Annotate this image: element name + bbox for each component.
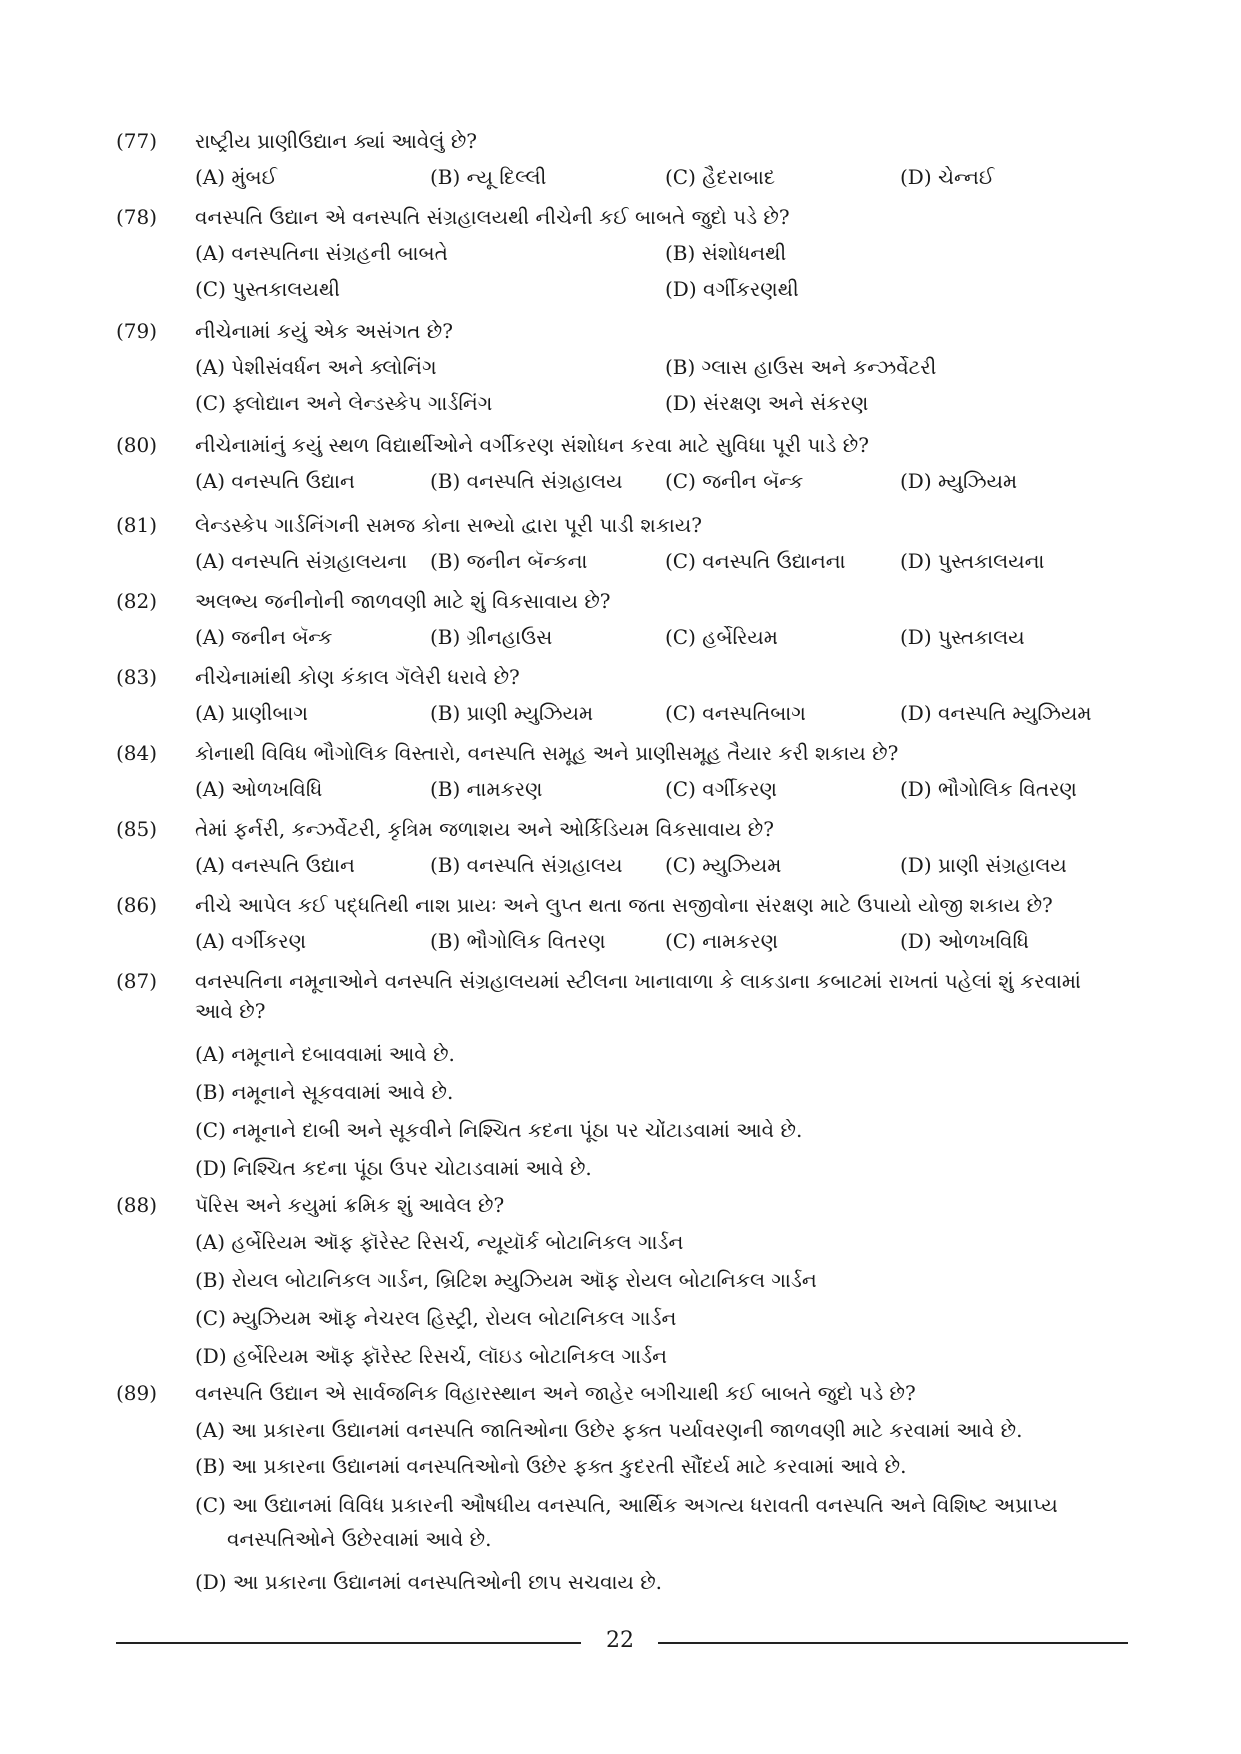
option-b: (B) રોયલ બોટાનિકલ ગાર્ડન, બ્રિટિશ મ્યુઝિયમ ઑફ રોયલ બોટાનિકલ ગાર્ડન: [195, 1268, 817, 1292]
option-a: (A) આ પ્રકારના ઉદ્યાનમાં વનસ્પતિ જાતિઓના ઉછેર ફક્ત પર્યાવરણની જાળવણી માટે કરવામાં આવે છે.: [195, 1418, 1023, 1442]
option-c: (C) હૈદરાબાદ: [665, 165, 776, 189]
question-text: નીચેનામાંનું કયું સ્થળ વિદ્યાર્થીઓને વર્ગીકરણ સંશોધન કરવા માટે સુવિધા પૂરી પાડે છે?: [195, 433, 869, 457]
option-b: (B) જનીન બૅન્કના: [430, 549, 588, 573]
option-d: (D) વર્ગીકરણથી: [665, 277, 799, 301]
question-text: પૅરિસ અને કયુમાં ક્રમિક શું આવેલ છે?: [195, 1193, 505, 1217]
option-d: (D) વનસ્પતિ મ્યુઝિયમ: [900, 701, 1092, 725]
question-text: વનસ્પતિના નમૂનાઓને વનસ્પતિ સંગ્રહાલયમાં સ્ટીલના ખાનાવાળા કે લાકડાના કબાટમાં રાખતાં પહેલાં શું કરવામાં આવે છે?: [195, 969, 1081, 1023]
option-d: (D) સંરક્ષણ અને સંકરણ: [665, 391, 869, 415]
option-c: (C) હર્બેરિયમ: [665, 625, 778, 649]
footer-rule-right: [658, 1642, 1128, 1644]
option-b: (B) આ પ્રકારના ઉદ્યાનમાં વનસ્પતિઓનો ઉછેર ફક્ત કુદરતી સૌંદર્ય માટે કરવામાં આવે છે.: [195, 1454, 907, 1478]
option-a: (A) વનસ્પતિ ઉદ્યાન: [195, 853, 355, 877]
option-d: (D) પ્રાણી સંગ્રહાલય: [900, 853, 1067, 877]
page-footer: [0, 1622, 1241, 1662]
question-number: (78): [116, 205, 158, 229]
option-b: (B) નામકરણ: [430, 777, 543, 801]
question-text: રાષ્ટ્રીય પ્રાણીઉદ્યાન ક્યાં આવેલું છે?: [195, 129, 478, 153]
option-d: (D) પુસ્તકાલય: [900, 625, 1025, 649]
question-number: (81): [116, 513, 158, 537]
option-b: (B) વનસ્પતિ સંગ્રહાલય: [430, 853, 623, 877]
option-b: (B) નમૂનાને સૂકવવામાં આવે છે.: [195, 1080, 454, 1104]
option-d: (D) નિશ્ચિત કદના પૂંઠા ઉપર ચોટાડવામાં આવે છે.: [195, 1156, 592, 1180]
option-a: (A) હર્બેરિયમ ઑફ ફૉરેસ્ટ રિસર્ચ, ન્યૂયૉર્ક બોટાનિકલ ગાર્ડન: [195, 1230, 684, 1254]
question-number: (82): [116, 589, 158, 613]
question-text: તેમાં ફર્નરી, કન્ઝર્વેટરી, કૃત્રિમ જળાશય અને ઓર્કિડિયમ વિકસાવાય છે?: [195, 817, 774, 841]
option-d: (D) ઓળખવિધિ: [900, 929, 1029, 953]
question-number: (79): [116, 319, 158, 343]
question-number: (86): [116, 893, 158, 917]
option-a: (A) ઓળખવિધિ: [195, 777, 323, 801]
question-number: (83): [116, 665, 158, 689]
question-text: કોનાથી વિવિધ ભૌગોલિક વિસ્તારો, વનસ્પતિ સમૂહ અને પ્રાણીસમૂહ તૈયાર કરી શકાય છે?: [195, 741, 899, 765]
question-number: (88): [116, 1193, 158, 1217]
option-a: (A) જનીન બૅન્ક: [195, 625, 333, 649]
option-a: (A) મુંબઈ: [195, 165, 278, 189]
option-b: (B) વનસ્પતિ સંગ્રહાલય: [430, 469, 623, 493]
option-c: (C) ફ્લોદ્યાન અને લેન્ડસ્કેપ ગાર્ડનિંગ: [195, 391, 493, 415]
question-text: નીચે આપેલ કઈ પદ્ધતિથી નાશ પ્રાયઃ અને લુપ્ત થતા જતા સજીવોના સંરક્ષણ માટે ઉપાયો યોજી શકાય છે?: [195, 893, 1053, 917]
option-b: (B) સંશોધનથી: [665, 241, 787, 265]
option-a: (A) પ્રાણીબાગ: [195, 701, 309, 725]
question-text: વનસ્પતિ ઉદ્યાન એ વનસ્પતિ સંગ્રહાલયથી નીચેની કઈ બાબતે જુદો પડે છે?: [195, 205, 790, 229]
option-c: (C) નામકરણ: [665, 929, 779, 953]
option-c: (C) વનસ્પતિબાગ: [665, 701, 806, 725]
question-number: (84): [116, 741, 158, 765]
option-b: (B) ગ્રીનહાઉસ: [430, 625, 553, 649]
option-a: (A) વનસ્પતિ ઉદ્યાન: [195, 469, 355, 493]
option-b: (B) ન્યૂ દિલ્લી: [430, 165, 547, 189]
question-text: વનસ્પતિ ઉદ્યાન એ સાર્વજનિક વિહારસ્થાન અને જાહેર બગીચાથી કઈ બાબતે જુદો પડે છે?: [195, 1381, 916, 1405]
option-d: (D) મ્યુઝિયમ: [900, 469, 1018, 493]
option-c: (C) વનસ્પતિ ઉદ્યાનના: [665, 549, 846, 573]
option-a: (A) વનસ્પતિના સંગ્રહની બાબતે: [195, 241, 448, 265]
option-d: (D) પુસ્તકાલયના: [900, 549, 1045, 573]
option-c: (C) વર્ગીકરણ: [665, 777, 777, 801]
question-text: અલભ્ય જનીનોની જાળવણી માટે શું વિકસાવાય છે?: [195, 589, 611, 613]
option-c: (C) આ ઉદ્યાનમાં વિવિધ પ્રકારની ઔષધીય વનસ્પતિ, આર્થિક અગત્ય ધરાવતી વનસ્પતિ અને વિશિષ્ટ અપ્રાપ્ય વનસ્પતિઓને ઉછેરવામાં આવે છે.: [195, 1493, 1058, 1551]
option-d: (D) હર્બેરિયમ ઑફ ફૉરેસ્ટ રિસર્ચ, લૉઇડ બોટાનિકલ ગાર્ડન: [195, 1344, 667, 1368]
question-number: (87): [116, 969, 158, 993]
option-b: (B) ગ્લાસ હાઉસ અને કન્ઝર્વેટરી: [665, 355, 937, 379]
option-a: (A) વનસ્પતિ સંગ્રહાલયના: [195, 549, 408, 573]
option-d: (D) ભૌગોલિક વિતરણ: [900, 777, 1077, 801]
question-number: (85): [116, 817, 158, 841]
question-text: લેન્ડસ્કેપ ગાર્ડનિંગની સમજ કોના સભ્યો દ્વારા પૂરી પાડી શકાય?: [195, 513, 702, 537]
option-c: (C) જનીન બૅન્ક: [665, 469, 804, 493]
footer-rule-left: [116, 1642, 581, 1644]
question-number: (80): [116, 433, 158, 457]
option-d: (D) આ પ્રકારના ઉદ્યાનમાં વનસ્પતિઓની છાપ સચવાય છે.: [195, 1570, 663, 1594]
option-a: (A) નમૂનાને દબાવવામાં આવે છે.: [195, 1042, 455, 1066]
option-a: (A) વર્ગીકરણ: [195, 929, 307, 953]
option-c: (C) મ્યુઝિયમ: [665, 853, 782, 877]
option-d: (D) ચેન્નઈ: [900, 165, 995, 189]
page-number: 22: [606, 1628, 634, 1653]
question-text: નીચેનામાં કયું એક અસંગત છે?: [195, 319, 453, 343]
question-text: નીચેનામાંથી કોણ કંકાલ ગૅલેરી ધરાવે છે?: [195, 665, 520, 689]
question-number: (89): [116, 1381, 158, 1405]
question-number: (77): [116, 129, 158, 153]
option-b: (B) ભૌગોલિક વિતરણ: [430, 929, 606, 953]
option-a: (A) પેશીસંવર્ધન અને ક્લોનિંગ: [195, 355, 437, 379]
option-c: (C) મ્યુઝિયમ ઑફ નેચરલ હિસ્ટ્રી, રોયલ બોટાનિકલ ગાર્ડન: [195, 1306, 677, 1330]
option-b: (B) પ્રાણી મ્યુઝિયમ: [430, 701, 594, 725]
option-c: (C) નમૂનાને દાબી અને સૂકવીને નિશ્ચિત કદના પૂંઠા પર ચોંટાડવામાં આવે છે.: [195, 1118, 803, 1142]
option-c: (C) પુસ્તકાલયથી: [195, 277, 340, 301]
